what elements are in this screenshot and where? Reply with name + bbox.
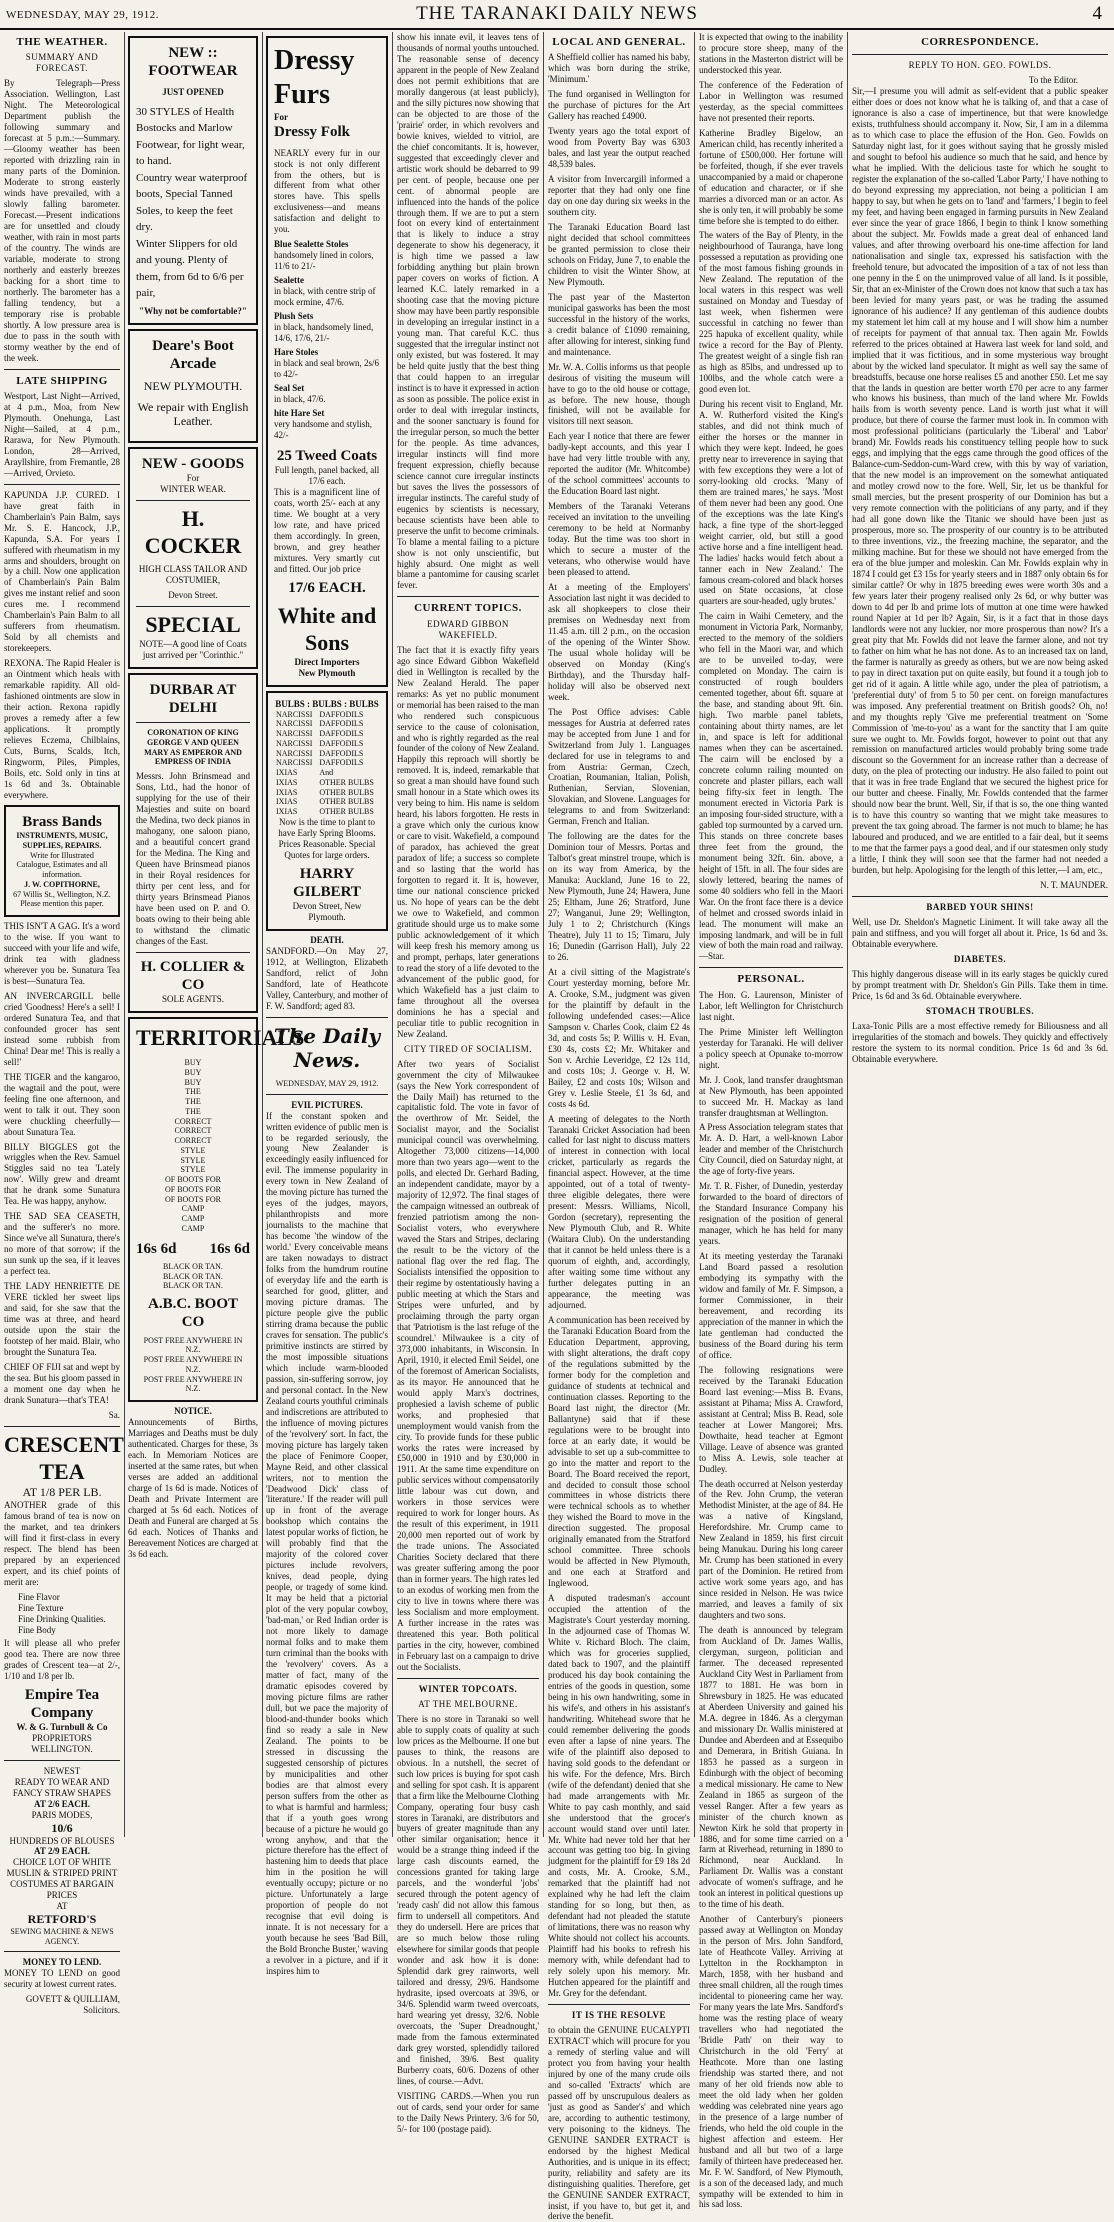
brass-bands-title: Brass Bands bbox=[22, 813, 102, 830]
furs-for: For bbox=[274, 112, 288, 123]
fur-item-name: Blue Sealette Stoles bbox=[274, 239, 349, 250]
deare-title: Deare's Boot Arcade bbox=[152, 337, 234, 372]
weather-report: By Telegraph—Press Association. Wellington, Last Night. The Meteorological Department publish the following summary and forecast at 5 p.m.:—Summary.—Gloomy weather has been reported with drizzling rain in many parts of the Dominion. Moderate to strong easterly winds have prevailed, with a slowly falling barometer. Forecast.—Present indications are for unsettled and cloudy weather, with rain in most parts of the country. The winds are variable, moderate to strong northerly and easterly breezes backing for a short time to northerly. The barometer has a falling tendency, but a temporary rise is probable shortly. A low pressure area is due to pass in the south with stormy weather by the end of the week. bbox=[4, 78, 120, 363]
correspondence-to: To the Editor. bbox=[1028, 75, 1078, 86]
post-line: POST FREE ANYWHERE IN N.Z. bbox=[143, 1355, 243, 1374]
news-paragraph: The fund organised in Wellington for the purchase of pictures for the Art Gallery has reached £4900. bbox=[548, 89, 690, 122]
footwear-line: Soles, to keep the feet bbox=[136, 204, 233, 217]
news-paragraph: Mr. W. A. Collis informs us that people desirous of visiting the museum will have to go to the old house or cottage, as before. The new house, though finished, will not be available for visitors till next season. bbox=[548, 361, 690, 427]
shipping-heading: LATE SHIPPING bbox=[16, 374, 108, 387]
post-line: POST FREE ANYWHERE IN N.Z. bbox=[143, 1374, 243, 1394]
sunatura-advert: THIS ISN'T A GAG. It's a word to the wise. If you want to succeed with your life and wife, drink tea with gladness wherever you be. Sunatura Tea is best—Sunatura Tea. bbox=[4, 921, 120, 986]
footwear-line: Winter Slippers for old bbox=[136, 237, 238, 250]
news-paragraph: The following are the dates for the Dominion tour of Messrs. Portas and Talbot's great minstrel troupe, which is on its way from America, by the Manuka: Auckland, June 16 to 22, New Plymouth, June 24; Hawera, June 25; Eltham, June 26; Stratford, June 27; Wanganui, June 29; Wellington, July 1 to 2; Christchurch (Kings Theatre), July 11 to 15; Timaru, July 16; Dunedin (Garrison Hall), July 22 to 26. bbox=[548, 831, 690, 962]
news-paragraph: The conference of the Federation of Labor in Wellington was resumed yesterday, as the special committees have not presented their reports. bbox=[699, 79, 843, 123]
death-notice: SANDFORD.—On May 27, 1912, at Wellington, Elizabeth Sandford, relict of John Sandford, late of Heathcote Valley, Canterbury, and mother of F. W. Sandford; aged 83. bbox=[266, 946, 388, 1012]
table-cell: IXIAS bbox=[276, 777, 298, 787]
fur-item bbox=[274, 347, 380, 380]
topcoats-text: There is no store in Taranaki so well able to supply coats of quality at such low prices as the Melbourne. If one but pauses to think, the reasons are obvious. In a nutshell, the secret of such low prices is buying for spot cash and selling for spot cash. It is apparent that a firm like the Melbourne Clothing Company, operating four busy cash stores in Taranaki, are distributors and buyers of greater magnitude than any other similar organisation; hence it would be a strange thing indeed if the large cash discounts earned, the concessions granted for taking large parcels, and the wonderful 'jobs' secured through the potent agency of 'ready cash' did not allow this famous firm to undersell all competitors. And they do undersell. Here are prices that are so much below those ruling elsewhere for similar goods that people wonder and ask how it is done: Splendid dark grey rainworts, well tailored and dressy, 29/6. Handsome hydrasite, ipsed overcoats at 39/6, or 34/6. Splendid warm tweed overcoats, hard wearing yet dressy, 32/6. Noble overcoats, the 'Super Dreadnought,' made from the famous exterminated dark grey worsted, splendidly tailored and finished, 39/6. Best quality Burberry coats, 60/6. Dozens of other lines, of course.—Advt. bbox=[397, 1713, 539, 2086]
price-right: 16s 6d bbox=[209, 1240, 250, 1257]
footwear-line: dry. bbox=[136, 221, 153, 234]
wakefield-text: The fact that it is exactly fifty years ago since Edward Gibbon Wakefield died in Wellington is recalled by the New Zealand Herald. The paper remarks: As yet no public monument or memorial has been raised to the man who rendered such conspicuous service to the cause of colonisation, and who is rightly regarded as the real founder of the colony of New Zealand. Happily this reproach will shortly be removed. It is, indeed, remarkable that so great a man should have found such small honour in a State which owes its very being to him. His name is seldom heard, his labors forgotten. He rests in a grave which only the curious know or care to visit. Wakefield, a compound of paradox, has achieved the great paradox of life; a success so complete and so lasting that the world has forgotten to regard it. It is, however, time our national conscience pricked us. No hope of years can be the debt we owe to Wakefield, and common gratitude should urge us to make some public acknowledgement of it which will keep fresh his memory among us and prompt, perhaps, later generations to read the story of a life devoted to the advancement of the public good, for which Wakefield has a just claim to fame throughout all the oversea dominions he has a special and peculiar title to public recognition in New Zealand. bbox=[397, 644, 539, 1039]
divider bbox=[136, 500, 250, 501]
table-cell: DAFFODILS bbox=[319, 758, 364, 768]
crescent-tea-text: ANOTHER grade of this famous brand of tea is now on the market, and tea drinkers will find it first-class in every respect. The blend has been prepared by an experienced expert, and its chief points of merit are: bbox=[4, 1500, 120, 1587]
fur-item-name: Seal Set bbox=[274, 382, 305, 393]
empire-tea-firm: W. & G. Turnbull & Co bbox=[16, 1722, 108, 1733]
issue-date: WEDNESDAY, MAY 29, 1912. bbox=[6, 9, 159, 21]
fur-item-desc: in black, handsomely lined, 14/6, 17/6, 21/- bbox=[274, 322, 374, 344]
brass-bands-advert bbox=[4, 805, 120, 917]
furs-advert bbox=[266, 36, 388, 687]
millinery-line: NEWEST bbox=[43, 1766, 81, 1777]
table-row bbox=[274, 749, 380, 759]
territorials-title: TERRITORIALS bbox=[136, 1025, 305, 1051]
fur-item bbox=[274, 383, 380, 405]
table-cell: And bbox=[319, 768, 334, 778]
brass-bands-line: Write for Illustrated Catalogue, Estimates and all information. bbox=[16, 850, 108, 880]
shipping-report: Westport, Last Night—Arrived, at 4 p.m., Moa, from New Plymouth. Onehunga, Last Night—Sailed, at 4 p.m., Rarawa, for New Plymouth. London, 28—Arrived, Arayllshire, from Fremantle, 28—Arrived, Orvieto. bbox=[4, 390, 120, 478]
divider bbox=[852, 54, 1108, 55]
personal-paragraph: The following resignations were received by the Taranaki Education Board last evening:—Miss B. Evans, assistant at Pihama; Miss A. Crawford, assistant at Central; Miss B. Read, sole teacher at Lower Mangorei; Mrs. Dowthaite, head teacher at Egmont Village. Leave of absence was granted to Miss A. Lewis, sole teacher at Dudley. bbox=[699, 1364, 843, 1474]
territorials-line: OF BOOTS FOR bbox=[164, 1194, 221, 1204]
divider bbox=[548, 2004, 690, 2005]
territorials-line: CORRECT bbox=[174, 1136, 212, 1146]
table-row bbox=[274, 778, 380, 788]
kapunda-advert: KAPUNDA J.P. CURED. I have great faith in Chamberlain's Pain Balm, says Mr. S. E. Hancock, J.P., Kapunda, S.A. For years I suffered with rheumatism in my arms and shoulders, brought on by a chill. Now one application of Chamberlain's Pain Balm gives me instant relief and soon cures me. I recommend Chamberlain's Pain Balm to all sufferers from rheumatism. Sold by all chemists and storekeepers. bbox=[4, 489, 120, 654]
brass-bands-line: Please mention this paper. bbox=[20, 899, 104, 909]
bulbs-table bbox=[274, 710, 380, 817]
millinery-line: CHOICE LOT OF WHITE bbox=[13, 1857, 111, 1868]
goods-subtitle: WINTER WEAR. bbox=[160, 484, 226, 495]
territorials-line: THE bbox=[185, 1106, 201, 1116]
tan-line: BLACK OR TAN. bbox=[163, 1261, 223, 1271]
column-divider bbox=[847, 32, 848, 1837]
current-topics-heading: CURRENT TOPICS. bbox=[414, 602, 522, 615]
territorials-line: STYLE bbox=[180, 1155, 206, 1165]
table-row bbox=[274, 807, 380, 817]
table-cell: NARCISSI bbox=[276, 719, 313, 729]
footwear-quote: "Why not be comfortable?" bbox=[139, 305, 247, 316]
news-paragraph: Each year I notice that there are fewer badly-kept accounts, and this year I have had very little trouble with any, reported the auditor (Mr. Whitcombe) of the school committees' accounts to the Education Board last night. bbox=[548, 431, 690, 497]
news-paragraph: A communication has been received by the Taranaki Education Board from the Education Department, approving, with slight alterations, the draft copy of the regulations submitted by the former body for the completion and guidance of students at technical and continuation classes. Reporting to the Board last night, the director (Mr. Ballantyne) said that if these regulations were to be brought into force at an early date, it would be advisable to set up a sub-committee to go into the matter and report to the Board. The Board received the report, and decided to consult those school committees in whose districts there were technical schools as to whether they wished the Board to move in the direction suggested. The proposal originally emanated from the Stratford school committee. Three schools would be affected in New Plymouth, and one each at Stratford and Inglewood. bbox=[548, 1314, 690, 1589]
news-paragraph: At a meeting of the Employers' Association last night it was decided to ask all shopkeepers to close their premises on Wednesday next from 11.45 a.m. till 2 p.m., on the occasion of the opening of the Winter Show. The usual whole holiday will be observed on Monday (King's Birthday), and the Thursday half-holiday will also be observed next week. bbox=[548, 582, 690, 702]
table-row bbox=[274, 768, 380, 778]
durbar-text: Messrs. John Brinsmead and Sons, Ltd., had the honor of supplying for the use of their Majesties and suite on board the Medina, two deck pianos in mahogany, one saloon piano, and a beautiful concert grand for the Medina. The King and Queen have Brinsmead pianos in their Royal residences for thirty per cent less, and for thirty years Brinsmead Pianos have been used on P. and O. boats owing to their being able to withstand the climatic changes of the East. bbox=[136, 771, 250, 946]
rexona-advert: REXONA. The Rapid Healer is an Ointment which heals with remarkable rapidity. All old-fashioned ointments are slow in their action. Rexona rapidly proves a remedy after a few applications. It promptly relieves Eczema, Chilblains, Cuts, Burns, Scalds, Itch, Ringworm, Piles, Pimples, Boils, etc. Sold only in tins at 1s 6d and 3s. Obtainable everywhere. bbox=[4, 658, 120, 800]
furs-folk: Dressy Folk bbox=[274, 124, 350, 141]
fur-item-name: hite Hare Set bbox=[274, 407, 325, 418]
table-cell: NARCISSI bbox=[276, 748, 313, 758]
territorials-line: CORRECT bbox=[174, 1116, 212, 1126]
weather-heading: THE WEATHER. bbox=[16, 36, 108, 48]
correspondence-letter: Sir,—I presume you will admit as self-evident that a public speaker either does or does not know what he is talking of, and that a case of ignorance is also a case of impertinence, but that were knowledge exists, truthfulness should accompany it. Now, Sir, I am in a dilemma as to which case to place the effusion of the Hon. Geo. Fowlds on Saturday night last, for it goes without saying that he grossly misled and sought to befool his audience so much that he said, and hence by what he implied. With the delicious taste for which he sought to register the explanation of the so-called 'Labor Party,' I have nothing to do beyond expressing my appreciation, not being a politician I am happy to say, but when he gets on to 'land' and 'farmers,' I begin to feel my feet, and having been engaged in farming pursuits in New Zealand ever since the year of grace 1866, I begin to think I know something about the subject. Mr. Fowlds made a great deal of enhanced land values, and after throwing overboard his one-time affection for land nationalisation and single tax, expressed his satisfaction with the freehold tenure, but advocated the imposition of a tax of not less than one penny in the £ on the unimproved value of all land. Is it possible, Sir, that an ex-Minister of the Crown does not know that such a tax has been levied for many years past, or was he trading the assumed ignorance of his audience? If any gentleman of this audience doubts my statement let him call at my house and I will show him a number of receipts for payment of that annual tax. Then again Mr. Fowlds referred to the prices obtained at Hawera last week for land sold, and implied that it was fictitious, and in some mysterious way brought about by the wicked land speculator. It might as well say the same of breadstuffs, because one horse realises £5 and another £50. Let me say that the lands in question are better worth £70 per acre to any farmer who knows his business, than much of the land where Mr. Fowlds hails from is worth seventy pence. Land is worth just what it will produce, but there of course the farmer must look in. In common with most professional politicians (particularly the 'Liberal' and 'Labor' brand) Mr. Fowlds reads his constituency telling people how to suck eggs, and implying that the eggs came through the good offices of the Balance-cum-Seddon-cum-Ward crew, with this by way of variation, that the new model is an improvement on the somewhat antiquated and motley crowd now to the fore. Well, Sir, let us be thankful for small mercies, but the present prosperity of our Dominion has but a very remote connection with the politicians of any party, and if they had all gone down like the Titanic we should have been just as prosperous, more so. The prosperity of our country is to be attributed to three inventions, viz., the freezing machine, the separator, and the milking machine. But for these we should not have emerged from the era of the blue jumper and moleskin. Can Mr. Fowlds explain why in 1874 I could get £3 15s for yearly steers and in 1887 only obtain 6s for similar cattle? Or why in 1875 breeding ewes were worth 30s and a few years later their progeny realised only 2s 6d, or why butter was down to 4d per lb and prime lots of mutton at one time were hawked round Napier at 1d per lb? Again, Sir, is it a fact that in those days landlords were not any luckier, nor more prosperous than now? It's a great pity that Mr. Fowlds did not leave the farmer alone, and not try to father on him what he has not done. As to an increased tax on land, the farmer is naturally as greedy as others, but we are now being asked to pay in direct taxation put on quite easily, but found it a tough job to get rid of it again. A little while ago, under the plea of patriotism, a 'preferential duty' of from 5 to 50 per cent. on foreign manufactures was imposed. Any preferential treatment on British goods? Oh, no! and my thoughts reply 'Give me preferential treatment on 'Some Commission of 'me-to-you' as a want for the sanctity that I am quite sure we ought to. Mr. Fowlds forgot, however to point out that any remission on manufactured articles would probably bring some trade discount so the Government for an increase rather than a decrease of duty, on the plea of protecting our industry. He also failed to point out that it was in free trade England that we secured the highest price for our butter and cheese. Finally, Mr. Fowlds contended that the farmer should now bear the brunt. Well, Sir, if that is so, the one thing wanted is to have this country so wanting that we might take measures to prevent the tax going abroad. The farmer is not much to blame; he has laboured and produced, and we are entitled to a fair deal, but it seems to me that the farmer pays a good deal, and if our statesmen only study a little, I think they will soon see that the farmer had not needed a burden, but help. Apologising for the length of this letter,—I am, etc., bbox=[852, 86, 1108, 876]
divider bbox=[4, 1760, 120, 1761]
personal-paragraph: The death occurred at Nelson yesterday of the Rev. John Crump, the veteran Methodist Minister, at the age of 84. He was a native of Kingsland, Herefordshire. Mr. Crump came to New Zealand in 1859, his first circuit being Manukau. During his long career Mr. Crump has been stationed in every part of the Dominion. He retired from active work some years ago, and has since resided in Nelson. He was twice married, and leaves a family of six daughters and two sons. bbox=[699, 1478, 843, 1621]
visiting-cards-advert: VISITING CARDS.—When you run out of cards, send your order for same to the Daily News Printery. 3/6 for 50, 5/- for 100 (postage paid). bbox=[397, 2090, 539, 2134]
personal-paragraph: At its meeting yesterday the Taranaki Land Board passed a resolution embodying its sympathy with the widow and family of Mr. F. Simpson, a former Commissioner, in their bereavement, and recording its appreciation of the manner in which the late gentleman had conducted the business of the Board during his term of office. bbox=[699, 1251, 843, 1360]
tan-line: BLACK OR TAN. bbox=[163, 1271, 223, 1281]
local-general-heading: LOCAL AND GENERAL. bbox=[552, 36, 686, 48]
divider bbox=[397, 1678, 539, 1679]
personal-paragraph: Another of Canterbury's pioneers passed away at Wellington on Monday in the person of Mrs. John Sandford, late of Heathcote Valley. Arriving at Lyttelton in the Rockhampton in March, 1858, with her husband and three small children, all the rough times incidental to pioneering came her way. For many years the late Mrs. Sandford's home was the resting place of weary travellers who had negotiated the 'Bridle Path' on their way to Christchurch in the old 'Ferry' at Heathcote. More than one lasting friendship was started there, and not many of her old friends now able to meet the old lady when her golden wedding was celebrated nine years ago in the presence of a large number of friends, who held the old couple in the highest affection and esteem. Her husband and all but two of a large family of thirteen have predeceased her. Mr. F. W. Sandford, of New Plymouth, is a son of the deceased lady, and much sympathy will be extended to him in his sad loss. bbox=[699, 1914, 843, 2210]
table-cell: IXIAS bbox=[276, 787, 298, 797]
divider bbox=[852, 896, 1108, 897]
table-row bbox=[274, 729, 380, 739]
money-heading: MONEY TO LEND. bbox=[22, 1957, 102, 1968]
empire-tea-town: WELLINGTON. bbox=[31, 1744, 93, 1755]
footwear-title: NEW :: FOOTWEAR bbox=[148, 45, 238, 80]
territorials-line: THE bbox=[185, 1087, 201, 1097]
millinery-line: AT bbox=[56, 1901, 68, 1912]
table-cell: DAFFODILS bbox=[319, 748, 364, 758]
durbar-advert bbox=[128, 673, 258, 1014]
territorials-line: BUY bbox=[184, 1077, 202, 1087]
news-paragraph: Twenty years ago the total export of wood from Poverty Bay was 6303 bales, and last year the output reached 48,539 bales. bbox=[548, 126, 690, 170]
personal-paragraph: Mr. T. R. Fisher, of Dunedin, yesterday forwarded to the board of directors of the Standard Insurance Company his resignation of the position of general manager, which he has held for many years. bbox=[699, 1181, 843, 1247]
biggles-advert: BILLY BIGGLES got the wriggles when the Rev. Samuel Stiggles said no tea 'Lately now'. Willy grew and dreamt that he drank some Sunatura Tea. He was happy, anyhow. bbox=[4, 1141, 120, 1207]
territorials-prices bbox=[136, 1240, 250, 1258]
footwear-line: 30 STYLES of Health bbox=[136, 105, 235, 118]
resolve-text: to obtain the GENUINE EUCALYPTI EXTRACT which will procure for you a remedy of sterling value and will protect you from having your health injured by one of the many crude oils and so-called 'Extracts' which are passed off by unscrupulous dealers as 'just as good as Sander's' and which are, according to authentic testimony, very poisoning to the kidneys. The GENUINE SANDER EXTRACT is endorsed by the highest Medical Authorities, and is unique in its effect; purity, reliability and safety are its distinguishing qualities. Therefore, get the GENUINE SANDER EXTRACT, insist, if you have to, but get it, and derive the benefit. bbox=[548, 2025, 690, 2222]
crescent-tea-points bbox=[4, 1592, 120, 1636]
table-cell: IXIAS bbox=[276, 807, 298, 817]
tan-line: BLACK OR TAN. bbox=[163, 1281, 223, 1291]
fur-item bbox=[274, 275, 380, 308]
list-item: Fine Body bbox=[18, 1624, 56, 1635]
correspondence-signature: N. T. MAUNDER. bbox=[1040, 880, 1108, 891]
fur-item bbox=[274, 311, 380, 344]
tan-list bbox=[136, 1262, 250, 1291]
table-cell: DAFFODILS bbox=[319, 709, 364, 719]
news-paragraph: A meeting of delegates to the North Taranaki Cricket Association had been called for last night to discuss matters of interest in connection with local cricket, particularly as regards the financial aspect. However, at the time appointed, out of a total of twenty-three eligible delegates, there were present: Messrs. Williams, Nicoll, Gordon (secretary), representing the New Plymouth Club, and R. White (Waitara Club). On the understanding that it cannot be held unless there is a quorum of eighth, and, accordingly, after waiting some time without any further delegates putting in an appearance, the meeting was adjourned. bbox=[548, 1113, 690, 1310]
personal-paragraph: Mr. J. Cook, land transfer draughtsman at New Plymouth, has been appointed to succeed Mr. H. Mackay as land transfer draughtsman at Wellington. bbox=[699, 1074, 843, 1118]
fur-item-desc: very handsome and stylish, 42/- bbox=[274, 418, 372, 440]
table-cell: NARCISSI bbox=[276, 758, 313, 768]
territorials-line: OF BOOTS FOR bbox=[164, 1184, 221, 1194]
notice-text: Announcements of Births, Marriages and Deaths must be duly authenticated. Charges for these, 3s each. In Memoriam Notices are inserted at the same rates, but when verses are added an additional charge of 1s 6d is made. Notices of Death and Private Interment are charged at 5s 6d each. Notices of Death and Funeral are charged at 5s 6d each. Notices of Thanks and Bereavement Notices are charged at 3s 6d each. bbox=[128, 1417, 258, 1559]
column-6 bbox=[699, 32, 843, 2210]
column-divider bbox=[694, 32, 695, 1837]
table-cell: NARCISSI bbox=[276, 729, 313, 739]
cocker-advert bbox=[128, 447, 258, 669]
footwear-line: them, from 6d to 6/6 per bbox=[136, 270, 244, 283]
column-7 bbox=[852, 32, 1108, 1837]
footwear-line: and young. Plenty of bbox=[136, 254, 228, 267]
post-list bbox=[136, 1336, 250, 1395]
abc-title: A.B.C. BOOT CO bbox=[147, 1296, 238, 1331]
fur-item-name: Hare Stoles bbox=[274, 347, 319, 358]
editorial-date: WEDNESDAY, MAY 29, 1912. bbox=[275, 1078, 379, 1088]
column-divider bbox=[262, 32, 263, 1837]
barbed-text: Well, use Dr. Sheldon's Magnetic Liniment. It will take away all the pain and stiffness, and you will forget all about it. Price, 1s 6d and 3s. Obtainable everywhere. bbox=[852, 917, 1108, 949]
topcoats-subheading: AT THE MELBOURNE. bbox=[418, 1698, 518, 1709]
news-paragraph: Members of the Taranaki Veterans received an invitation to the unveiling ceremony to be held at Normanby today. But the time was too short in which to secure a muster of the veterans, who otherwise would have been pleased to attend. bbox=[548, 501, 690, 578]
news-paragraph: The Post Office advises: Cable messages for Austria at deferred rates may be accepted from June 1 and for Switzerland from July 1. Languages declared for use in telegrams to and from Austria: German, Czech, Croatian, Roumanian, Italian, Polish, Ruthenian, Servian, Slovenian, Slovakian, and Slovene. Languages for telegrams to and from Switzerland: German, French and Italian. bbox=[548, 706, 690, 827]
henriette-advert: THE LADY HENRIETTE DE VERE tickled her sweet lips and said, for she saw that the time was at three, and heard outside upon the stair the footstep of her maid. Blair, who brought the Sunatura Tea. bbox=[4, 1281, 120, 1357]
bulbs-heading: BULBS : BULBS : BULBS bbox=[275, 698, 379, 709]
news-paragraph: The cairn in Waihi Cemetery, and the monument in Victoria Park, Normanby, erected to the memory of the soldiers who fell in the Maori war, and which are to be unveiled to-day, were completed on Monday. The cairn is constructed of rough boulders cemented together, about 6ft. square at the base, and standing about 9ft. 6in. high. Two marble panel tablets, containing about thirty names, are let in, and space is left for additional names when they can be ascertained. The cairn will be enclosed by a concrete column railing mounted on concrete and plaster pillars, each wall being fifty-six feet in length. The monument erected in Victoria Park is an imposing four-sided structure, with a gabled top surmounted by a carved urn. This stands on three concrete bases three feet from the ground, the monument being 32ft. 6in. above, a height of 15ft. in all. The four sides are slowly lettered, bearing the names of some 40 soldiers who fell in the Maori War. On the front face there is a device of helmet and crossed swords inlaid in lead. The monument will make an imposing landmark, and will be in full view of both the main road and railway.—Star. bbox=[699, 611, 843, 962]
territorials-list bbox=[136, 1058, 250, 1234]
deare-repair: We repair with English Leather. bbox=[137, 399, 249, 429]
personal-heading: PERSONAL. bbox=[737, 973, 805, 986]
cocker-title: H. COCKER bbox=[144, 506, 242, 559]
table-cell: OTHER BULBS bbox=[319, 787, 374, 797]
divider bbox=[4, 369, 120, 370]
footwear-body bbox=[136, 104, 250, 302]
news-paragraph: A disputed tradesman's account occupied the attention of the Magistrate's Court yesterday morning. In the adjourned case of Thomas W. White v. Richard Bloch. The claim, which was for groceries supplied, dated back to 1907, and the plaintiff produced his day book containing the entries of the goods in question, some being in his own handwriting, some in his wife's, and others in his assistant's handwriting. Whitehead swore that he could remember delivering the goods even after a lapse of nine years. The wife of the plaintiff also deposed to having sold goods to the defendant or his wife. For the defence, Mrs. Birch (wife of the defendant) denied that she had made arrangements with Mr. White to pay cash monthly, and said she understood that the grocer's account would stand over until later. Mr. White had never told her that her account was getting too big. In giving judgment for the plaintiff for £9 18s 2d and costs, Mr. A. Crooke, S.M., remarked that the plaintiff had not explained why he had left the claim standing for so long, but then, as defendant had not pleaded the statute of limitations, there was no reason why White should not collect his accounts. Plaintiff had his books to refresh his memory with, while defendant had to rely solely upon his memory. Mr. Hutchen appeared for the plaintiff and Mr. Grey for the defendant. bbox=[548, 1593, 690, 1999]
coats-price: 17/6 EACH. bbox=[288, 579, 366, 596]
resolve-heading: IT IS THE RESOLVE bbox=[571, 2010, 667, 2021]
news-paragraph: The past year of the Masterton municipal gasworks has been the most successful in the history of the works, a credit balance of £1090 remaining, after allowing for interest, sinking fund and maintenance. bbox=[548, 291, 690, 357]
news-paragraph: The Taranaki Education Board last night decided that school committees be granted permission to close their schools on Friday, June 7, to enable the children to visit the Winter Show, at New Plymouth. bbox=[548, 221, 690, 287]
territorials-line: BUY bbox=[184, 1058, 202, 1068]
barbed-heading: BARBED YOUR SHINS! bbox=[926, 902, 1034, 913]
table-cell: OTHER BULBS bbox=[319, 797, 374, 807]
news-paragraph: A Sheffield collier has named his baby, which was born during the strike, 'Minimum.' bbox=[548, 52, 690, 85]
territorials-line: THE bbox=[185, 1097, 201, 1107]
divider bbox=[397, 596, 539, 597]
millinery-line: PRICES bbox=[46, 1890, 78, 1901]
death-heading: DEATH. bbox=[310, 935, 344, 946]
millinery-line: 10/6 bbox=[51, 1820, 73, 1835]
territorials-line: OF BOOTS FOR bbox=[164, 1175, 221, 1185]
divider bbox=[266, 1094, 388, 1095]
table-cell: OTHER BULBS bbox=[319, 807, 374, 817]
price-left: 16s 6d bbox=[136, 1240, 177, 1257]
divider bbox=[699, 967, 843, 968]
gilbert-title: HARRY GILBERT bbox=[293, 865, 361, 901]
news-paragraph: During his recent visit to England, Mr. A. W. Rutherford visited the King's stables, and did not think much of either the horses or the manner in which they were kept. Indeed, he goes pretty near to irreverence in saying that with few exceptions they were a lot of sorry-looking old crocks. 'Many of them are trained mares,' he says. 'Most of them never had been any good. One of the exceptions was the late King's hack, a fine type of the short-legged weight carrier, old, but still a good active horse and a fine intelligent head. The ladies' hacks would fetch about a tanner each in New Zealand.' The famous cream-colored and black horses used on State occasions, 'at close quarters are sour-headed, ugly brutes.' bbox=[699, 399, 843, 607]
coats-title: 25 Tweed Coats bbox=[276, 447, 378, 464]
fur-item-desc: in black, 47/6. bbox=[274, 393, 326, 404]
goods-title: NEW - GOODS bbox=[141, 456, 245, 472]
collier-title: H. COLLIER & CO bbox=[140, 958, 246, 993]
diabetes-heading: DIABETES. bbox=[953, 953, 1007, 964]
millinery-line: SEWING MACHINE & NEWS AGENCY. bbox=[10, 1926, 114, 1946]
editorial-text: If the constant spoken and written evidence of public men is to be regarded seriously, the young New Zealander is exceedingly easily influenced for evil. The immense popularity in every town in New Zealand of the moving picture has turned the eyes of the judges, mayors, philanthropists and more journalists to the machine that has become 'the window of the world.' Every conceivable means are taken nowadays to distract folks from the humdrum routine of everyday life and the earth is searched for good, glitter, and moving picture dramas. The picture people give the public stirring drama because the public craves for sensation. The public's primitive instincts are stirred by the most impossible situations which include warm-blooded passion, sin-suffering sorrow, joy and personal contact. In the New Zealand courts youthful criminals and indiscretions are attributed to the influence of moving pictures of the 'revolvery' sort. In fact, the moving picture has largely taken the place of Fenimore Cooper, Mayne Reid, and other classical writers, not to mention the 'Deadwood Dick' class of 'literature.' If the reader will pull up in front of the average bookshop which contains the latest popular works of fiction, he will probably find that the majority of the colored cover pictures include revolvers, knives, dead people, dying people, or tragedy of some kind. It may be held that a pictorial plot of the very popular cowboy, 'bad-man,' or Red Indian order is not more likely to damage normal folks and to make them turn criminal than the books with the 'revolvery' covers. As a matter of fact, many of the dramatic episodes covered by moving picture films are rather dull, but we pace the majority of blood-and-thunder books which find so ready a sale in New Zealand. The points to be stressed in discussing the suggested censorship of pictures by municipalities and other bodies are that almost every person suffers from the other as to what is harmful and harmless; that if a youth goes wrong because of a picture he would go wrong anyhow, and that the picture therefore has the effect of hastening him to deeds that place him in the position he will eventually occupy; picture or no picture. Unfortunately a large proportion of people do not recognise that evil doing is innate. It is not necessary for a youth because he sees 'Bad Bill, the Bold Bronche Buster,' waving a revolver in a picture, and if it inspires him to bbox=[266, 1110, 388, 1977]
news-paragraph: The waters of the Bay of Plenty, in the neighbourhood of Tauranga, have long possessed a reputation as providing one of the most famous fishing grounds in New Zealand. The reputation of the local waters in this respect was well sustained on Monday and Tuesday of last week, when fishermen were successful in catching no fewer than 225 hapuka of excellent quality, while twice a record for the Bay of Plenty. The greatest weight of a single fish ran as high as 85lbs, and undressed up to 100lbs, and the whole catch were a good even lot. bbox=[699, 230, 843, 395]
column-5 bbox=[548, 32, 690, 2222]
millinery-line: RETFORD'S bbox=[27, 1912, 97, 1927]
table-row bbox=[274, 739, 380, 749]
page-number: 4 bbox=[1092, 3, 1102, 24]
table-cell: NARCISSI bbox=[276, 738, 313, 748]
table-row bbox=[274, 788, 380, 798]
fur-item bbox=[274, 408, 380, 441]
footwear-line: boots, Special Tanned bbox=[136, 188, 233, 201]
fur-item bbox=[274, 239, 380, 272]
personal-paragraph: A Press Association telegram states that Mr. A. D. Hart, a well-known Labor leader and member of the Christchurch City Council, died on Saturday night, at the age of forty-five years. bbox=[699, 1122, 843, 1177]
crescent-tea-price: AT 1/8 PER LB. bbox=[22, 1485, 102, 1500]
divider bbox=[4, 1951, 120, 1952]
gilbert-address: Devon Street, New Plymouth. bbox=[292, 901, 362, 923]
millinery-line: AT 2/6 EACH. bbox=[34, 1798, 90, 1809]
footwear-subtitle: JUST OPENED bbox=[162, 86, 224, 97]
stomach-heading: STOMACH TROUBLES. bbox=[925, 1005, 1035, 1016]
invercargill-advert: AN INVERCARGILL belle cried 'Goodness! Here's a sell! I ordered Sunatura Tea, and that confounded grocer has sent instead some rubbish from China! Dear me! This is really a sell!' bbox=[4, 990, 120, 1067]
footwear-advert bbox=[128, 36, 258, 325]
correspondence-reply: REPLY TO HON. GEO. FOWLDS. bbox=[908, 60, 1052, 71]
fiji-advert: CHIEF OF FIJI sat and wept by the sea. But his gloom passed in a moment one day when he drank Sunatura—that's TEA! bbox=[4, 1361, 120, 1405]
editorial-continued: show his innate evil, it leaves tens of thousands of normal youths untouched. The reasonable sense of decency apparent in the people of New Zealand does not permit exhibitions that are morally dangerous (at least publicly), and the silly pictures now showing that can be objected to are those of the 'prairie' order, in which revolvers and bowie knives, wielded to vitriol, are the chief concomitants. It is, however, suggested that exceedingly clever and artistic work should be debarred to 99 per cent. of people, because one per cent. of abnormal people are influenced into the hands of the police through them. If we are to put a stern foot on every kind of entertainment that is likely to induce a stray degenerate to show his degeneracy, it is high time we passed a law forbidding anything but plain brown paper covers on works of fiction. A learned K.C. lately remarked in a shooting case that the moving picture show may have been partly responsible in developing an irregular instinct in a young man. That careful K.C. thus suggested that the irregular instinct not only existed, but was fostered. It may be held quite justly that the best thing that could happen to an irregular instinct is to have it expressed in action as soon as possible. The police exist in order to deal with irregular instincts, and the sooner sanctuary is found for the irregular person, so much the better for the people. As time advances, irregular instincts will find more frequent expression, chiefly because science cannot cure irregular instincts but saves the lives the possessors of irregular instincts. The careful study of eugenics by scientists is necessary, because scientists have been able to preserve the unfit to become criminals. To blame a mental failing to a picture show is not only unscientific, but highly absurd. One might as well blame a pantomime for causing scarlet fever. bbox=[397, 32, 539, 591]
table-cell: OTHER BULBS bbox=[319, 777, 374, 787]
correspondence-heading: CORRESPONDENCE. bbox=[921, 36, 1039, 48]
table-cell: DAFFODILS bbox=[319, 738, 364, 748]
fiji-signature: Sa. bbox=[108, 1409, 120, 1420]
table-row bbox=[274, 710, 380, 720]
divider bbox=[136, 952, 250, 953]
money-signature: GOVETT & QUILLIAM, Solicitors. bbox=[25, 1994, 120, 2016]
footwear-line: Footwear, for light wear, bbox=[136, 138, 245, 151]
table-row bbox=[274, 758, 380, 768]
column-3 bbox=[266, 32, 388, 1977]
territorials-line: CAMP bbox=[181, 1204, 205, 1214]
territorials-advert bbox=[128, 1017, 305, 1402]
masthead bbox=[0, 0, 1114, 30]
bulbs-advert bbox=[266, 691, 388, 932]
column-divider bbox=[543, 32, 544, 1837]
notice-heading: NOTICE. bbox=[174, 1406, 212, 1417]
news-paragraph: Katherine Bradley Bigelow, an American child, has recently inherited a fortune of £500,000. Her fortune will be forfeited, though, if she ever travels unaccompanied by a maid or chaperone of education and character, or if she marries a divorced man or an actor. As she is only ten, it will probably be some time before she is tempted to do either. bbox=[699, 127, 843, 226]
footwear-line: pair, bbox=[136, 287, 156, 300]
millinery-line: PARIS MODES, bbox=[31, 1809, 93, 1820]
diabetes-text: This highly dangerous disease will in its early stages be quickly cured by prompt treatment with Dr. Sheldon's Gin Pills. Take them in time. Price, 1s 6d and 3s 6d. Obtainable everywhere. bbox=[852, 968, 1108, 1001]
special-title: SPECIAL bbox=[145, 611, 241, 637]
divider bbox=[266, 1017, 388, 1018]
coats-text: This is a magnificent line of coats, worth 25/- each at any time. We bought at a very low rate, and have priced them accordingly. In green, brown, and grey heather mixtures. Very smartly cut and fitted. Our job price bbox=[274, 487, 380, 574]
cocker-trade: HIGH CLASS TAILOR AND COSTUMIER, bbox=[138, 563, 248, 585]
table-row bbox=[274, 797, 380, 807]
white-sons-sub1: Direct Importers bbox=[294, 656, 360, 667]
millinery-line: HUNDREDS OF BLOUSES bbox=[9, 1835, 115, 1846]
empire-tea-title: Empire Tea Company bbox=[24, 1686, 100, 1721]
durbar-title: DURBAR AT DELHI bbox=[149, 681, 237, 716]
territorials-line: CAMP bbox=[181, 1214, 205, 1224]
brass-bands-line: J. W. COPITHORNE, bbox=[24, 879, 100, 889]
editorial-heading: EVIL PICTURES. bbox=[291, 1099, 363, 1110]
socialism-heading: CITY TIRED OF SOCIALISM. bbox=[403, 1043, 532, 1054]
millinery-line: MUSLIN & STRIPED PRINT bbox=[6, 1868, 118, 1879]
list-item: Fine Flavor bbox=[18, 1591, 60, 1602]
table-cell: IXIAS bbox=[276, 797, 298, 807]
brass-bands-line: 67 Willis St., Wellington, N.Z. bbox=[13, 889, 111, 899]
table-cell: DAFFODILS bbox=[319, 719, 364, 729]
personal-paragraph: The death is announced by telegram from Auckland of Dr. James Wallis, clergyman, surgeon, politician and farmer. The deceased represented Auckland City West in Parliament from 1877 to 1881. He was born in Shrewsbury in 1825. He was educated at Aberdeen University and gained his M.A. degree in 1846. As a clergyman and missionary Dr. Wallis ministered at Dundee and Aberdeen and at Essequibo and Demerara, in British Guiana. In 1853 he passed as a surgeon in Edinburgh with the object of becoming a medical missionary. He came to New Zealand in 1865 as surgeon of the vessel Ranger. After a few years as minister of the church known as Newton Kirk he sold that property in 1886, and for some time carried on a farm at Riverhead, returning in 1890 to Richmond, near Auckland. In Parliament Dr. Wallis was a constant advocate of women's suffrage, and he took an interest in political questions up to the time of his death. bbox=[699, 1625, 843, 1910]
topcoats-heading: WINTER TOPCOATS. bbox=[418, 1683, 518, 1694]
footwear-line: to hand. bbox=[136, 155, 172, 168]
special-text: NOTE—A good line of Coats just arrived per "Corinthic." bbox=[139, 638, 247, 660]
list-item: Fine Texture bbox=[18, 1602, 64, 1613]
millinery-line: AT 2/9 EACH. bbox=[34, 1846, 90, 1857]
millinery-line: COSTUMES AT BARGAIN bbox=[10, 1879, 114, 1890]
cocker-street: Devon Street. bbox=[168, 589, 218, 600]
territorials-line: STYLE bbox=[180, 1165, 206, 1175]
list-item: Fine Drinking Qualities. bbox=[18, 1613, 106, 1624]
weather-subheading: SUMMARY AND FORECAST. bbox=[25, 52, 99, 74]
deare-town: NEW PLYMOUTH. bbox=[143, 379, 243, 394]
fur-item-name: Plush Sets bbox=[274, 311, 314, 322]
furs-intro: NEARLY every fur in our stock is not only different from the others, but is different from what other stores have. This spells exclusiveness—and means satisfaction and delight to you. bbox=[274, 147, 380, 235]
fur-item-desc: in black, with centre strip of mock ermine, 47/6. bbox=[274, 286, 376, 308]
collier-subtitle: SOLE AGENTS. bbox=[161, 994, 224, 1005]
money-text: MONEY TO LEND on good security at lowest current rates. bbox=[4, 1968, 120, 1990]
table-row bbox=[274, 719, 380, 729]
deare-advert bbox=[128, 329, 258, 443]
newspaper-title: THE TARANAKI DAILY NEWS bbox=[416, 3, 698, 24]
column-1 bbox=[4, 32, 124, 2016]
white-sons-title: White and Sons bbox=[277, 603, 377, 655]
furs-title-1: Dressy bbox=[274, 45, 355, 76]
empire-tea-role: PROPRIETORS bbox=[32, 1733, 92, 1744]
crescent-tea-close: It will please all who prefer good tea. There are now three grades of Crescent tea—at 2/-, 1/10 and 1/8 per lb. bbox=[4, 1637, 120, 1681]
table-cell: IXIAS bbox=[276, 768, 298, 778]
crescent-tea-title: CRESCENT TEA bbox=[4, 1431, 124, 1484]
goods-for: For bbox=[186, 473, 200, 484]
millinery-advert bbox=[4, 1766, 120, 1946]
tiger-advert: THE TIGER and the kangaroo, the wagtail and the pout, were feeling fine one afternoon, and went to talk it out. They soon were chuckling cheerfully—about Sunatura Tea. bbox=[4, 1071, 120, 1137]
post-line: POST FREE ANYWHERE IN N.Z. bbox=[143, 1335, 243, 1355]
stomach-text: Laxa-Tonic Pills are a most effective remedy for Biliousness and all irregularities of the stomach and bowels. They quickly and effectively restore the system to its normal condition. Price 1s 6d and 3s 6d. Obtainable everywhere. bbox=[852, 1020, 1108, 1064]
news-paragraph: At a civil sitting of the Magistrate's Court yesterday morning, before Mr. A. Crooke, S.M., judgment was given for the plaintiff by default in the following undefended cases:—Alice Sampson v. Charles Cook, claim £2 4s 3d, and costs 5s; P. Willis v. H. Evan, £30 4s, costs £2; Mr. Whitaker and Son v. Archie Leveridge, £2 12s 11d, and costs 10s; J. George v. H. W. Bailey, £2 and costs 10s; Wilson and Grey v. Leslie Steele, £1 3s 6d, and costs 4s 6d. bbox=[548, 966, 690, 1109]
territorials-line: CORRECT bbox=[174, 1126, 212, 1136]
footwear-line: Bostocks and Marlow bbox=[136, 122, 233, 135]
fur-item-name: Sealette bbox=[274, 275, 304, 286]
millinery-line: FANCY STRAW SHAPES bbox=[12, 1787, 112, 1798]
personal-paragraph: The Prime Minister left Wellington yesterday for Taranaki. He will deliver a policy speech at Opunake to-morrow night. bbox=[699, 1026, 843, 1070]
territorials-line: CAMP bbox=[181, 1223, 205, 1233]
divider bbox=[4, 1426, 120, 1427]
white-sons-sub2: New Plymouth bbox=[298, 667, 356, 678]
footwear-line: Country wear waterproof bbox=[136, 171, 248, 184]
coats-subtitle: Full length, panel backed, all 17/6 each. bbox=[274, 465, 380, 487]
bulbs-text: Now is the time to plant to have Early Spring Blooms. Prices Reasonable. Special Quotes for large orders. bbox=[278, 816, 376, 860]
column-divider bbox=[124, 32, 125, 1837]
table-cell: NARCISSI bbox=[276, 709, 313, 719]
daily-news-logo: The Daily News. bbox=[273, 1024, 381, 1073]
column-4 bbox=[397, 32, 539, 2134]
divider bbox=[136, 606, 250, 607]
column-divider bbox=[392, 32, 393, 1837]
divider bbox=[136, 722, 250, 723]
millinery-line: READY TO WEAR AND bbox=[14, 1777, 110, 1788]
news-paragraph: A visitor from Invercargill informed a reporter that they had only one fine day on one day during six weeks in the southern city. bbox=[548, 174, 690, 217]
divider bbox=[4, 484, 120, 485]
table-cell: DAFFODILS bbox=[319, 729, 364, 739]
fur-item-desc: handsomely lined in colors, 11/6 to 21/- bbox=[274, 250, 374, 272]
furs-title-2: Furs bbox=[274, 79, 330, 111]
news-paragraph: It is expected that owing to the inability to procure store sheep, many of the stations in the Masterton district will be understocked this year. bbox=[699, 32, 843, 75]
fur-item-desc: in black and seal brown, 2s/6 to 42/- bbox=[274, 358, 379, 379]
territorials-line: BUY bbox=[184, 1067, 202, 1077]
wakefield-heading: EDWARD GIBBON WAKEFIELD. bbox=[427, 618, 509, 640]
socialism-text: After two years of Socialist government the city of Milwaukee (says the New York correspondent of the Daily Mail) has returned to the capitalistic fold. The vote in favor of the overthrow of Mr. Seidel, the Socialist mayor, and the Socialist municipal council was overwhelming. Altogether 73,000 citizens—14,000 more than two years ago—went to the polls, and elected Dr. Gerhard Bading, an independent candidate, mayor by a majority of 12,972. The final stages of the campaign witnessed an outbreak of frenzied patriotism among the non-Socialist voters, who everywhere waved the Stars and Stripes, declaring the result to be the victory of the national flag over the red flag. The Socialists intensified the opposition to their regime by ostentatiously having a public meeting at which the Stars and Stripes were unfurled, and by proclaiming through the party organ that 'Patriotism is the last refuge of the scoundrel.' Milwaukee is a city of 373,000 inhabitants, in Wisconsin. In April, 1910, it elected Emil Seidel, one of the foremost of American Socialists, as its mayor. He announced that he would apply Marx's doctrines, prophesied a lavish scheme of public works, and prophesied that unemployment would vanish from the city. To provide funds for these public works the rates were increased by £50,000 in 1910 and by £30,000 in 1911. At the same time expenditure on public services without compensatorily little labour was cut down, and workers in those services were required to work for longer hours. As the result of this experiment, in 1911 20,000 men reported out of work by the trade unions. The Associated Charities Society declared that there was greater suffering among the poor than in former years. The high rates led to an exodus of working men from the city to live in towns where there was less Socialism and more employment. A further increase in the rates was threatened this year. Both political parties in the city, however, combined in February last on a campaign to drive out the Socialists. bbox=[397, 1058, 539, 1672]
sea-advert: THE SAD SEA CEASETH, and the sufferer's no more. Since we've all Sunatura, there's no more of that sorrow; if the sun sunk up the sea, if it leaves a perfect tea. bbox=[4, 1211, 120, 1277]
personal-paragraph: The Hon. G. Laurenson, Minister of Labor, left Wellington for Christchurch last night. bbox=[699, 989, 843, 1022]
brass-bands-subtitle: INSTRUMENTS, MUSIC, SUPPLIES, REPAIRS. bbox=[16, 831, 108, 850]
territorials-line: STYLE bbox=[180, 1145, 206, 1155]
durbar-subtitle: CORONATION OF KING GEORGE V AND QUEEN MARY AS EMPEROR AND EMPRESS OF INDIA bbox=[144, 728, 242, 767]
